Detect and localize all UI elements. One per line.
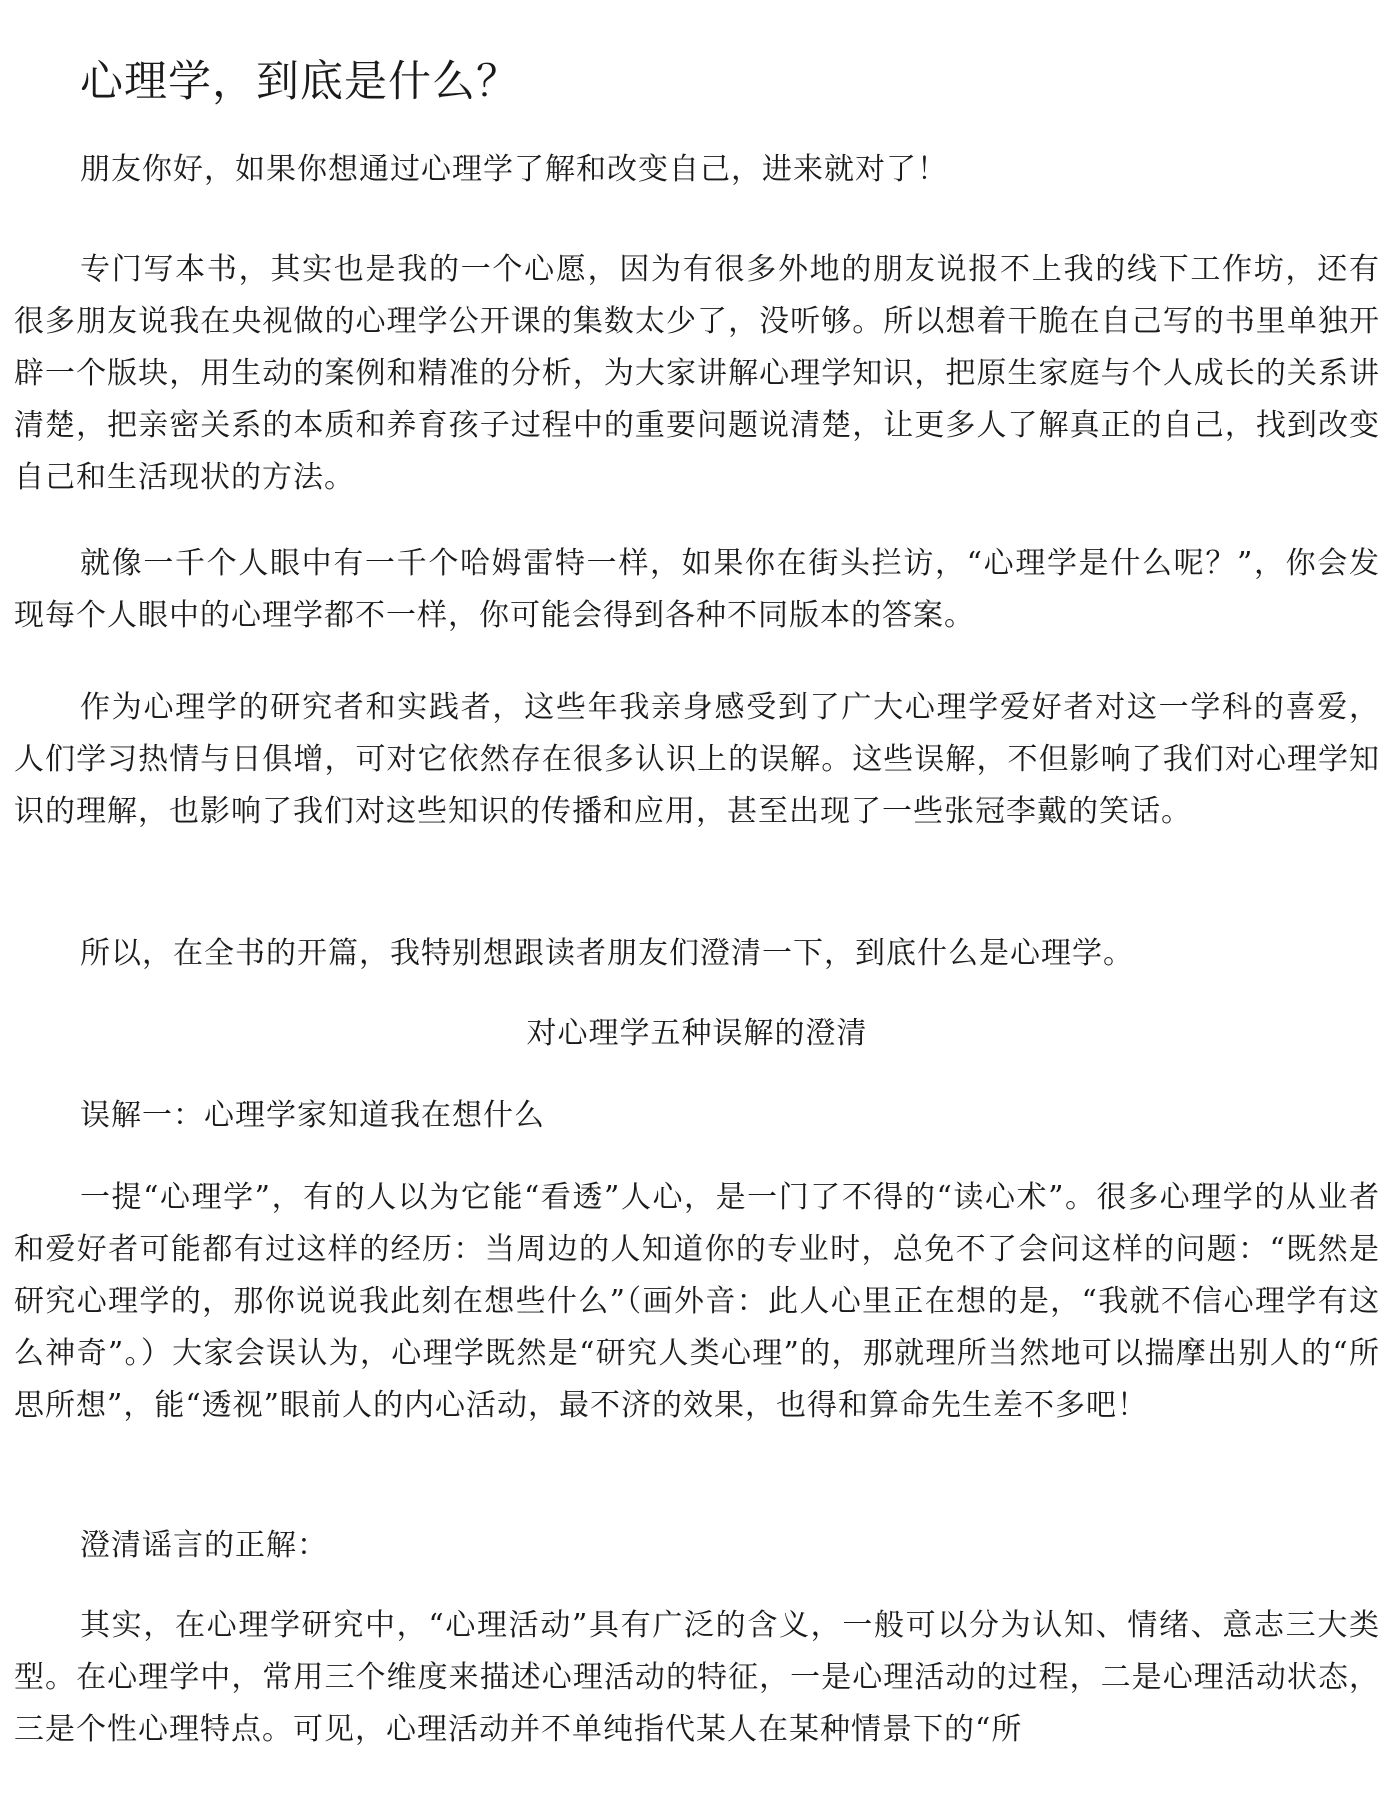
clarify-body: 其实，在心理学研究中，“心理活动”具有广泛的含义，一般可以分为认知、情绪、意志三大类型。在心理学中，常用三个维度来描述心理活动的特征，一是心理活动的过程，二是心理活动状态，三是个性心理特点。可见，心理活动并不单纯指代某人在某种情景下的“所 [14,1608,1380,1747]
misconception-body: 一提“心理学”，有的人以为它能“看透”人心，是一门了不得的“读心术”。很多心理学的从业者和爱好者可能都有过这样的经历：当周边的人知道你的专业时，总免不了会问这样的问题：“既然是研究心理学的，那你说说我此刻在想些什么”（画外音：此人心里正在想的是，“我就不信心理学有这么神奇”。）大家会误认为，心理学既然是“研究人类心理”的，那就理所当然地可以揣摩出别人的“所思所想”，能“透视”眼前人的内心活动，最不济的效果，也得和算命先生差不多吧！ [14,1180,1380,1423]
clarify-heading: 澄清谣言的正解： [80,1528,328,1563]
section-title: 对心理学五种误解的澄清 [526,1016,868,1051]
paragraph-misunderstanding: 作为心理学的研究者和实践者，这些年我亲身感受到了广大心理学爱好者对这一学科的喜爱，人们学习热情与日俱增，可对它依然存在很多认识上的误解。这些误解，不但影响了我们对心理学知识的理解，也影响了我们对这些知识的传播和应用，甚至出现了一些张冠李戴的笑话。 [14,690,1380,829]
paragraph-clarify-intro: 所以，在全书的开篇，我特别想跟读者朋友们澄清一下，到底什么是心理学。 [80,936,1134,971]
page-title: 心理学，到底是什么？ [80,57,520,107]
paragraph-intro: 朋友你好，如果你想通过心理学了解和改变自己，进来就对了！ [80,152,948,187]
paragraph-purpose: 专门写本书，其实也是我的一个心愿，因为有很多外地的朋友说报不上我的线下工作坊，还有很多朋友说我在央视做的心理学公开课的集数太少了，没听够。所以想着干脆在自己写的书里单独开辟一个版块，用生动的案例和精准的分析，为大家讲解心理学知识，把原生家庭与个人成长的关系讲清楚，把亲密关系的本质和养育孩子过程中的重要问题说清楚，让更多人了解真正的自己，找到改变自己和生活现状的方法。 [14,252,1380,495]
misconception-heading: 误解一：心理学家知道我在想什么 [80,1098,545,1133]
paragraph-hamlet: 就像一千个人眼中有一千个哈姆雷特一样，如果你在街头拦访，“心理学是什么呢？”，你会发现每个人眼中的心理学都不一样，你可能会得到各种不同版本的答案。 [14,546,1380,633]
